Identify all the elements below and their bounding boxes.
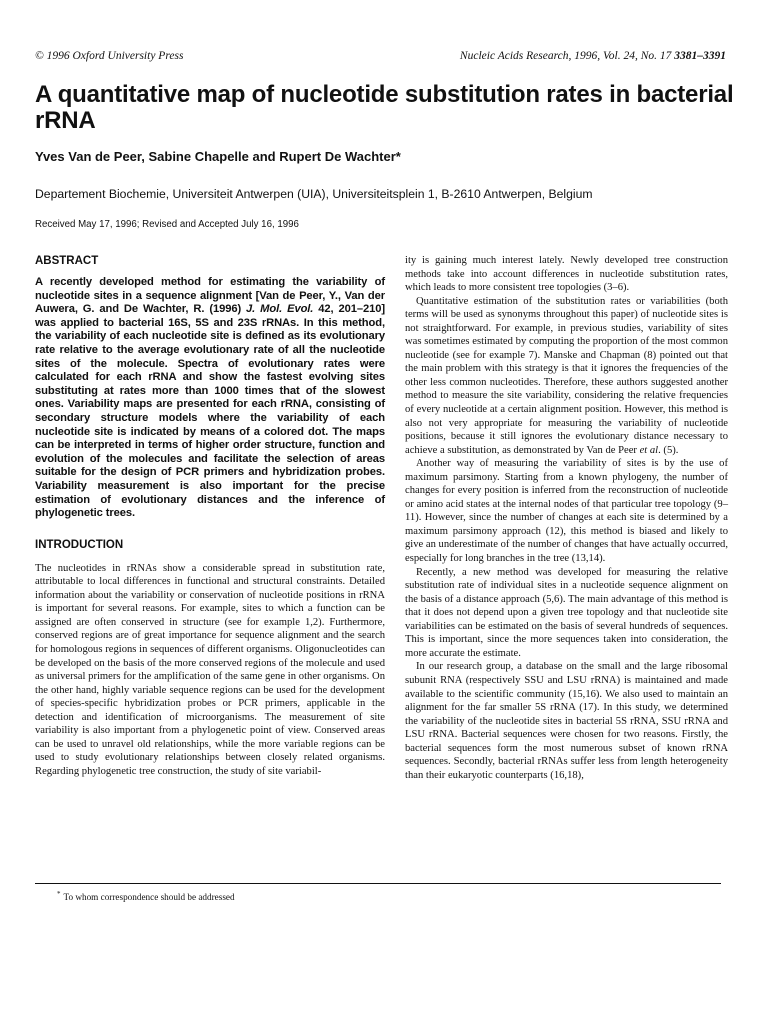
footnote-text: To whom correspondence should be addressed (63, 892, 235, 903)
abstract-text (35, 276, 385, 521)
journal-name: Nucleic Acids Research, 1996, Vol. 24, No. 17 (459, 50, 672, 62)
body-paragraph-2 (405, 295, 728, 458)
copyright-line: © 1996 Oxford University Press (35, 50, 184, 62)
abstract-text-part-1: A recently developed method for estimating the variability of nucleotide sites in a sequence alignment [Van de Peer, Y., Van der Auwera, G. and De Wachter, R. (1996) (35, 276, 385, 316)
affiliation: Departement Biochemie, Universiteit Antwerpen (UIA), Universiteitsplein 1, B-2610 Antwerpen, Belgium (35, 187, 593, 201)
author-list: Yves Van de Peer, Sabine Chapelle and Rupert De Wachter* (35, 149, 401, 164)
introduction-heading: INTRODUCTION (35, 538, 124, 551)
footnote (57, 890, 235, 902)
article-title: A quantitative map of nucleotide substitution rates in bacterial rRNA (35, 81, 734, 134)
body-paragraph-2-part-a: Quantitative estimation of the substitution rates or variabilities (both terms will be used as synonyms throughout this paper) of nucleotide sites is not straightforward. For example, in previous studies, variability of sites was sometimes estimated by computing the proportion of the most common nucleotide (see for example 7). Manske and Chapman (8) pointed out that the main problem with this strategy is that it ignores the frequencies of the other less common nucleotides. Therefore, these authors suggested another method to measure the site variability, considering the relative frequencies of every nucleotide at a certain alignment position. However, this method is also not very appropriate for measuring the variability of nucleotide positions, because it still ignores the evolutionary distance necessary to achieve a substitution, as demonstrated by Van de Peer (405, 295, 728, 456)
abstract-heading: ABSTRACT (35, 255, 99, 267)
abstract-text-part-2: 42, 201–210] was applied to bacterial 16S, 5S and 23S rRNAs. In this method, the variability of each nucleotide site is defined as its evolutionary rate relative to the average evolutionary rate of all the nucleotide sites of the molecule. Spectra of evolutionary rates were calculated for each rRNA and show the fastest evolving sites substituting at rates more than 1000 times that of the slowest ones. Variability maps are presented for each rRNA, consisting of secondary structure models where the variability of each nucleotide site is indicated by means of a colored dot. The maps can be interpreted in terms of higher order structure, function and evolution of the molecules and facilitate the selection of areas suitable for the design of PCR primers and hybridization probes. Variability measurement is also important for the precise estimation of evolutionary distances and the inference of phylogenetic trees. (35, 303, 385, 520)
right-column (405, 254, 728, 782)
left-column (35, 254, 385, 778)
journal-citation (460, 50, 726, 62)
body-paragraph-2-part-b: . (5). (658, 444, 679, 456)
body-paragraph-3: Another way of measuring the variability of sites is by the use of maximum parsimony. Starting from a known phylogeny, the number of changes for every position is inferred from the reconstruction of nucleotide or amino acid states at the internal nodes of that particular tree topology (9–11). However, since the number of changes at each site is determined by a maximum parsimony approach (12), this method is biased and likely to give an underestimate of the number of changes that have actually occurred, especially for long branches in the tree (13,14). (405, 458, 728, 565)
introduction-paragraph: The nucleotides in rRNAs show a considerable spread in substitution rate, attributable to local differences in functional and structural constraints. Detailed information about the variability or conservation of nucleotide positions in rRNA is important for several reasons. For example, sites to which a function can be assigned are often conserved in structure (see for example 1,2). Furthermore, conserved regions are of great importance for sequence alignment and the search for homologous regions in sequences of different organisms. Oligonucleotides can be developed on the basis of the more conserved regions of the molecule and used as universal primers for the amplification of the same gene in other organisms. On the other hand, highly variable sequence regions can be used for the development of species-specific hybridization probes or PCR primers, applicable in the detection and identification of microorganisms. The measurement of site variability is also important from a phylogenetic point of view. Conserved areas can be used to unravel old relationships, while the more variable regions can be used to study evolutionary relationships between closely related organisms. Regarding phylogenetic tree construction, the study of site variabil- (35, 562, 385, 777)
page-range: 3381–3391 (674, 50, 726, 62)
abstract-journal-name: J. Mol. Evol. (246, 303, 314, 316)
et-al: et al (639, 444, 659, 456)
footnote-divider (35, 883, 721, 884)
footnote-mark: * (57, 890, 61, 898)
body-paragraph-4: Recently, a new method was developed for measuring the relative substitution rate of individual sites in a nucleotide sequence alignment on the basis of a distance approach (5,6). The main advantage of this method is that it does not depend upon a given tree topology and that nucleotide site variabilities can be estimated on the basis of several hundreds of sequences. This is important, since the more sequences taken into consideration, the more accurate the estimate. (405, 566, 728, 659)
received-dates: Received May 17, 1996; Revised and Accepted July 16, 1996 (35, 219, 299, 230)
body-paragraph-5: In our research group, a database on the small and the large ribosomal subunit RNA (respectively SSU and LSU rRNA) is maintained and made available to the scientific community (15,16). We also used to maintain an alignment for the far smaller 5S rRNA (17). In this study, we determined the variability of the nucleotide sites in bacterial 5S rRNA, SSU rRNA and LSU rRNA. Bacterial sequences were chosen for two reasons. Firstly, the bacterial sequences form the most numerous subset of known rRNA sequences. Secondly, bacterial rRNAs suffer less from length heterogeneity than their eukaryotic counterparts (16,18), (405, 661, 728, 781)
body-paragraph-1: ity is gaining much interest lately. Newly developed tree construction methods take into account differences in nucleotide substitution rates, which leads to more consistent tree topologies (3–6). (405, 255, 728, 294)
